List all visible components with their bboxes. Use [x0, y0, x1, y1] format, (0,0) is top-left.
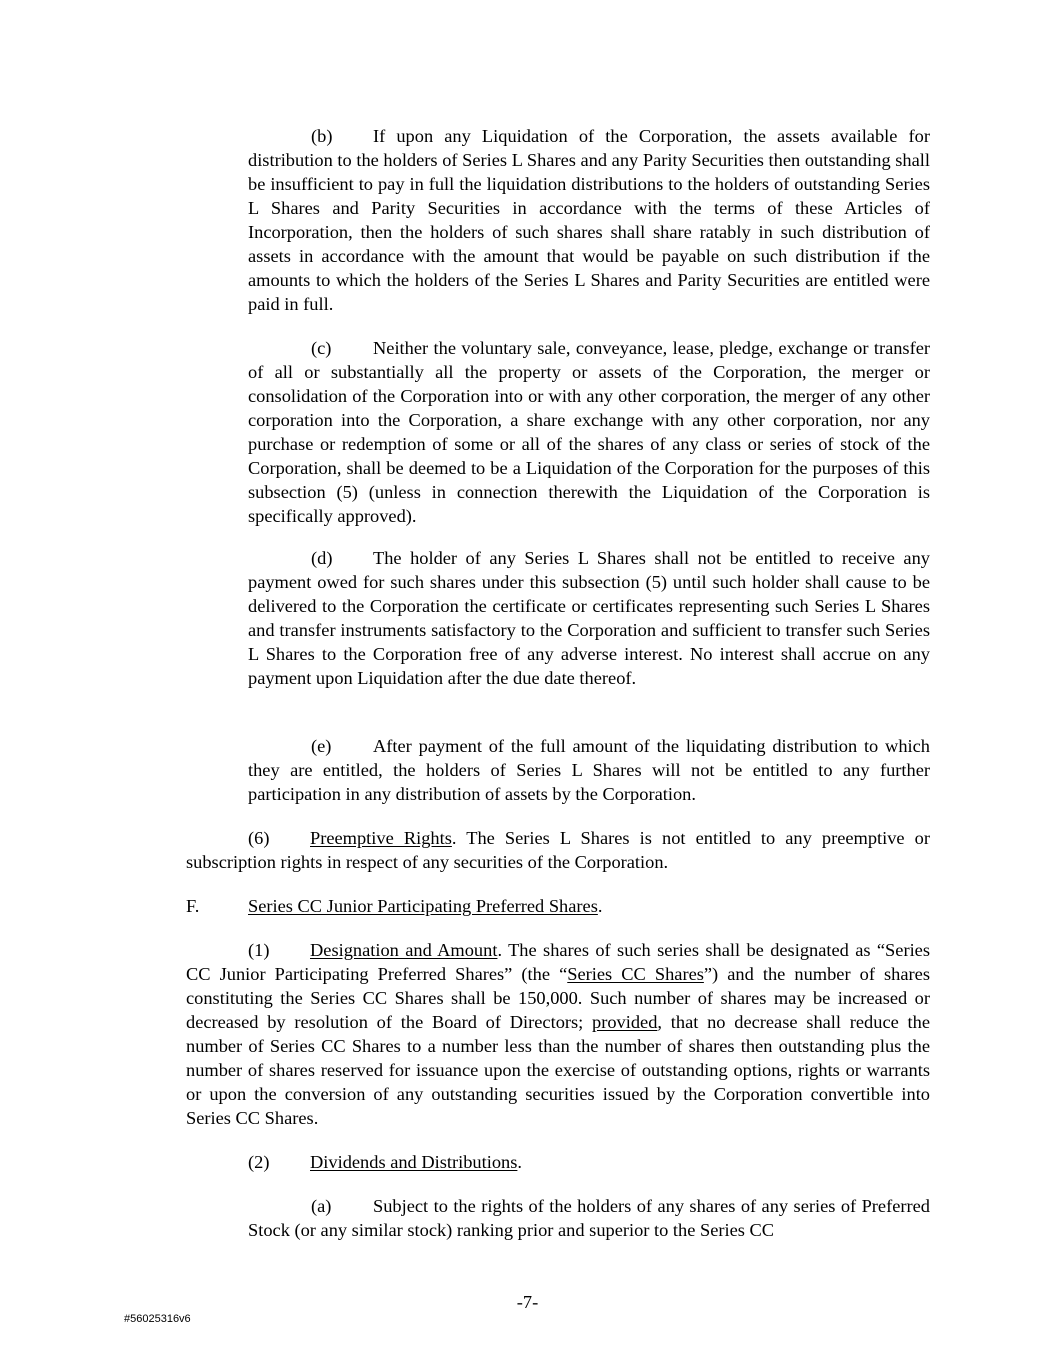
- paragraph-text: After payment of the full amount of the liquidating distribution to which they are entitled, the holders of Series L Shares will not be entitled to any further participation in any distribution of assets by the Corporation.: [248, 736, 930, 804]
- paragraph-text: If upon any Liquidation of the Corporation, the assets available for distribution to the holders of Series L Shares and any Parity Securities then outstanding shall be insufficient to pay in full the liquidation distributions to the holders of outstanding Series L Shares and Parity Securities in accordance with the terms of these Articles of Incorporation, then the holders of such shares shall share ratably in such distribution of assets in accordance with the amount that would be payable on such distribution if the amounts to which the holders of the Series L Shares and Parity Securities are entitled were paid in full.: [248, 126, 930, 314]
- paragraph-5d: [248, 546, 930, 690]
- paragraph-2-dividends: [186, 1150, 930, 1174]
- paragraph-text: , that no decrease shall reduce the number of Series CC Shares to a number less than the number of shares then outstanding plus the number of shares reserved for issuance upon the exercise of outstanding options, rights or warrants or upon the conversion of any outstanding securities issued by the Corporation convertible into Series CC Shares.: [186, 1012, 930, 1128]
- paragraph-1-designation: [186, 938, 930, 1130]
- section-title: Designation and Amount: [310, 940, 498, 960]
- section-title: Dividends and Distributions: [310, 1152, 518, 1172]
- paragraph-text: Neither the voluntary sale, conveyance, lease, pledge, exchange or transfer of all or substantially all the property or assets of the Corporation, the merger or consolidation of the Corporation into or with any other corporation, the merger of any other corporation into the Corporation, a share exchange with any other corporation, nor any purchase or redemption of some or all of the shares of any class or series of stock of the Corporation, shall be deemed to be a Liquidation of the Corporation for the purposes of this subsection (5) (unless in connection therewith the Liquidation of the Corporation is specifically approved).: [248, 338, 930, 526]
- paragraph-5e: [248, 734, 930, 806]
- section-heading-F: [186, 894, 602, 918]
- section-title-period: .: [517, 1152, 523, 1172]
- section-title: Preemptive Rights: [310, 828, 452, 848]
- paragraph-5b: [248, 124, 930, 316]
- paragraph-6-preemptive-rights: [186, 826, 930, 874]
- section-title-period: .: [597, 896, 603, 916]
- paragraph-text: ”) and the number of shares constituting the Series CC Shares shall be 150,000. Such number of shares may be increased or decreased by resolution of the Board of Directors;: [186, 964, 930, 1032]
- document-id: #56025316v6: [124, 1313, 191, 1325]
- paragraph-text: . The shares of such series shall be designated as “Series CC Junior Participating Preferred Shares” (the “: [186, 940, 931, 984]
- page-number: -7-: [516, 1292, 539, 1312]
- paragraph-2a: [248, 1194, 930, 1242]
- paragraph-number: (e): [311, 736, 332, 756]
- paragraph-number: (a): [311, 1196, 332, 1216]
- paragraph-5c: [248, 336, 930, 528]
- defined-term: Series CC Shares: [567, 964, 704, 984]
- paragraph-number: (1): [248, 940, 270, 960]
- provided-term: provided: [592, 1012, 658, 1032]
- paragraph-text: Subject to the rights of the holders of any shares of any series of Preferred Stock (or any similar stock) ranking prior and superior to the Series CC: [248, 1196, 930, 1240]
- paragraph-text: The holder of any Series L Shares shall not be entitled to receive any payment owed for such shares under this subsection (5) until such holder shall cause to be delivered to the Corporation the certificate or certificates representing such Series L Shares and transfer instruments satisfactory to the Corporation and sufficient to transfer such Series L Shares to the Corporation free of any adverse interest. No interest shall accrue on any payment upon Liquidation after the due date thereof.: [248, 548, 930, 688]
- paragraph-number: (b): [311, 126, 333, 146]
- paragraph-number: (2): [248, 1152, 270, 1172]
- paragraph-text: . The Series L Shares is not entitled to any preemptive or subscription rights in respect of any securities of the Corporation.: [186, 828, 930, 872]
- section-letter: F.: [186, 896, 200, 916]
- section-title: Series CC Junior Participating Preferred Shares: [248, 896, 598, 916]
- paragraph-number: (c): [311, 338, 332, 358]
- paragraph-number: (d): [311, 548, 333, 568]
- paragraph-number: (6): [248, 828, 270, 848]
